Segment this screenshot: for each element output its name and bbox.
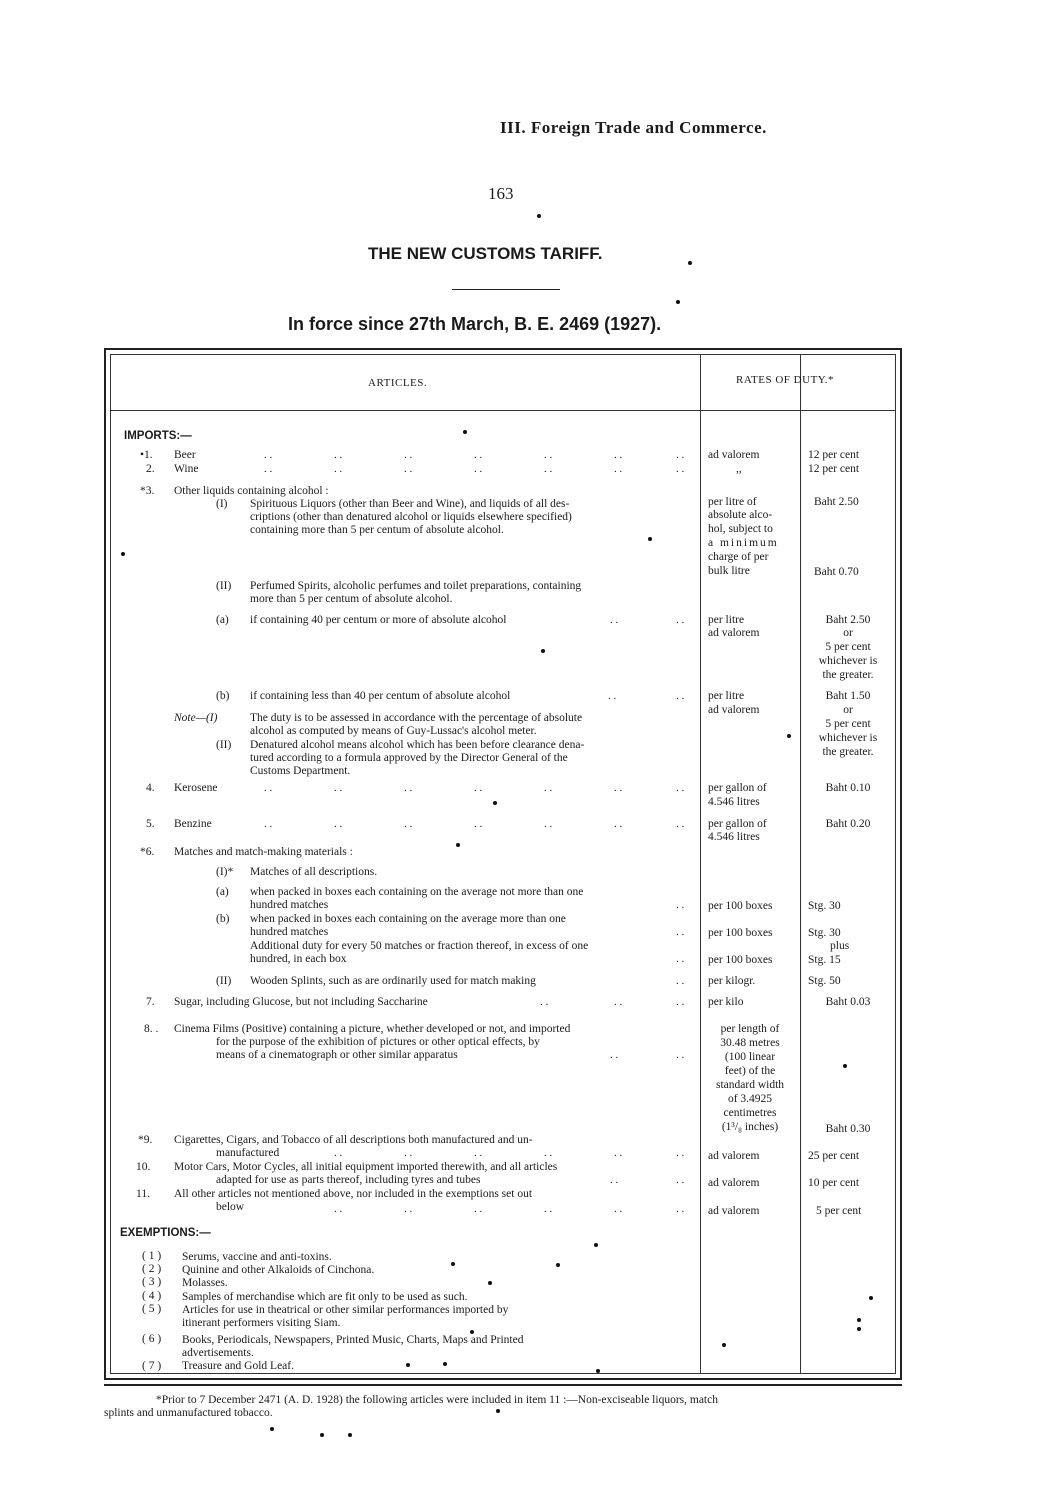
leader-dots: . . bbox=[544, 449, 553, 461]
item-label: Other liquids containing alcohol : bbox=[174, 485, 329, 497]
leader-dots: . . bbox=[404, 1203, 413, 1215]
item-label: Beer bbox=[174, 449, 196, 461]
leader-dots: . . bbox=[264, 818, 273, 830]
duty-rate: 25 per cent bbox=[808, 1150, 860, 1162]
duty-rate: the greater. bbox=[822, 669, 874, 681]
item-text: if containing 40 per centum or more of absolute alcohol bbox=[250, 614, 507, 626]
leader-dots: . . bbox=[676, 818, 685, 830]
leader-dots: . . bbox=[544, 782, 553, 794]
note-text: tured according to a formula approved by the Director General of the bbox=[250, 752, 568, 764]
leader-dots: . . bbox=[614, 1147, 623, 1159]
item-label: Matches and match-making materials : bbox=[174, 846, 353, 858]
column-divider-rates bbox=[800, 354, 801, 1374]
item-label: Benzine bbox=[174, 818, 212, 830]
leader-dots: . . bbox=[676, 1203, 685, 1215]
leader-dots: . . bbox=[614, 818, 623, 830]
header-divider bbox=[110, 410, 896, 411]
sub-item-marker: (b) bbox=[216, 690, 230, 702]
duty-rate: 12 per cent bbox=[808, 463, 860, 475]
duty-rate: or bbox=[843, 627, 853, 639]
duty-basis: ,, bbox=[736, 463, 742, 475]
ink-speck bbox=[406, 1363, 410, 1367]
item-text: All other articles not mentioned above, nor included in the exemptions set out bbox=[174, 1188, 533, 1200]
item-number: *3. bbox=[140, 485, 155, 497]
leader-dots: . . bbox=[474, 1147, 483, 1159]
leader-dots: . . bbox=[334, 463, 343, 475]
leader-dots: . . bbox=[404, 449, 413, 461]
leader-dots: . . bbox=[404, 782, 413, 794]
ink-speck bbox=[869, 1296, 873, 1300]
sub-item-marker: (I) bbox=[216, 498, 228, 510]
item-text: Additional duty for every 50 matches or fraction thereof, in excess of one bbox=[250, 940, 589, 952]
item-text: containing more than 5 per centum of absolute alcohol. bbox=[250, 524, 504, 536]
leader-dots: . . bbox=[404, 1147, 413, 1159]
leader-dots: . . bbox=[608, 690, 617, 702]
ink-speck bbox=[857, 1318, 861, 1322]
leader-dots: . . bbox=[676, 926, 685, 938]
duty-basis: per kilo bbox=[708, 996, 744, 1008]
ink-speck bbox=[843, 1064, 847, 1068]
note-text: Customs Department. bbox=[250, 765, 351, 777]
ink-speck bbox=[121, 552, 125, 556]
ink-speck bbox=[857, 1327, 861, 1331]
item-text: more than 5 per centum of absolute alcohol. bbox=[250, 593, 453, 605]
item-text: adapted for use as parts thereof, including tyres and tubes bbox=[216, 1174, 481, 1186]
sub-item-marker: (II) bbox=[216, 739, 232, 751]
item-number: *9. bbox=[138, 1134, 153, 1146]
leader-dots: . . bbox=[676, 975, 685, 987]
duty-basis: hol, subject to bbox=[708, 523, 773, 535]
leader-dots: . . bbox=[474, 1203, 483, 1215]
leader-dots: . . bbox=[676, 1049, 685, 1061]
duty-basis: per litre of bbox=[708, 496, 757, 508]
exemption-marker: ( 3 ) bbox=[142, 1276, 162, 1288]
note-text: alcohol as computed by means of Guy-Lussac's alcohol meter. bbox=[250, 725, 537, 737]
page-title: THE NEW CUSTOMS TARIFF. bbox=[368, 244, 603, 263]
duty-basis: 4.546 litres bbox=[708, 796, 760, 808]
duty-basis: feet) of the bbox=[724, 1065, 776, 1077]
sub-item-marker: (a) bbox=[216, 614, 229, 626]
duty-basis: per 100 boxes bbox=[708, 927, 773, 939]
ink-speck bbox=[556, 1263, 560, 1267]
item-text: for the purpose of the exhibition of pictures or other optical effects, by bbox=[216, 1036, 540, 1048]
imports-heading: IMPORTS:— bbox=[124, 430, 192, 442]
duty-rate: 5 per cent bbox=[825, 718, 871, 730]
exemption-text: Samples of merchandise which are fit only to be used as such. bbox=[182, 1291, 468, 1303]
exemption-marker: ( 4 ) bbox=[142, 1290, 162, 1302]
duty-rate: Baht 2.50 bbox=[814, 496, 859, 508]
leader-dots: . . bbox=[610, 614, 619, 626]
leader-dots: . . bbox=[334, 818, 343, 830]
item-text: hundred matches bbox=[250, 926, 329, 938]
item-label: Sugar, including Glucose, but not including Saccharine bbox=[174, 996, 428, 1008]
leader-dots: . . bbox=[540, 996, 549, 1008]
footnote-divider bbox=[104, 1384, 902, 1386]
note-label: Note—(I) bbox=[174, 712, 218, 724]
exemption-marker: ( 5 ) bbox=[142, 1303, 162, 1315]
column-header-rates: RATES OF DUTY.* bbox=[736, 374, 835, 386]
leader-dots: . . bbox=[544, 1203, 553, 1215]
duty-basis: per litre bbox=[708, 614, 745, 626]
column-divider-articles bbox=[700, 354, 701, 1374]
leader-dots: . . bbox=[676, 953, 685, 965]
leader-dots: . . bbox=[676, 1174, 685, 1186]
duty-basis: per litre bbox=[708, 690, 745, 702]
leader-dots: . . bbox=[334, 1147, 343, 1159]
duty-rate: Stg. 50 bbox=[808, 975, 841, 987]
duty-basis: per 100 boxes bbox=[708, 954, 773, 966]
page-subtitle: In force since 27th March, B. E. 2469 (1927). bbox=[288, 314, 662, 334]
item-text: when packed in boxes each containing on the average not more than one bbox=[250, 886, 584, 898]
leader-dots: . . bbox=[404, 463, 413, 475]
ink-speck bbox=[493, 801, 497, 805]
duty-rate: plus bbox=[830, 940, 850, 952]
item-label: Kerosene bbox=[174, 782, 218, 794]
ink-speck bbox=[496, 1409, 500, 1413]
leader-dots: . . bbox=[676, 449, 685, 461]
item-text: Cinema Films (Positive) containing a picture, whether developed or not, and imported bbox=[174, 1023, 571, 1035]
duty-rate: Stg. 30 bbox=[808, 927, 841, 939]
ink-speck bbox=[787, 734, 791, 738]
leader-dots: . . bbox=[474, 782, 483, 794]
ink-speck bbox=[537, 214, 541, 218]
sub-item-marker: (II) bbox=[216, 975, 232, 987]
ink-speck bbox=[348, 1433, 352, 1437]
ink-speck bbox=[488, 1281, 492, 1285]
leader-dots: . . bbox=[334, 449, 343, 461]
duty-rate: Stg. 15 bbox=[808, 954, 841, 966]
leader-dots: . . bbox=[264, 782, 273, 794]
ink-speck bbox=[443, 1362, 447, 1366]
duty-rate: 5 per cent bbox=[825, 641, 871, 653]
duty-rate: whichever is bbox=[818, 655, 878, 667]
leader-dots: . . bbox=[676, 690, 685, 702]
duty-basis: of 3.4925 bbox=[727, 1093, 773, 1105]
leader-dots: . . bbox=[334, 782, 343, 794]
leader-dots: . . bbox=[676, 899, 685, 911]
exemption-text: itinerant performers visiting Siam. bbox=[182, 1317, 341, 1329]
duty-basis: ad valorem bbox=[708, 627, 760, 639]
item-number: 2. bbox=[146, 463, 155, 475]
duty-rate: Stg. 30 bbox=[808, 900, 841, 912]
item-text: Motor Cars, Motor Cycles, all initial equipment imported therewith, and all articles bbox=[174, 1161, 558, 1173]
ink-speck bbox=[596, 1369, 600, 1373]
item-number: 8. . bbox=[144, 1023, 159, 1035]
leader-dots: . . bbox=[614, 1203, 623, 1215]
leader-dots: . . bbox=[676, 463, 685, 475]
duty-rate: Baht 0.03 bbox=[825, 996, 871, 1008]
item-number: 11. bbox=[136, 1188, 150, 1200]
ink-speck bbox=[688, 261, 692, 265]
leader-dots: . . bbox=[474, 449, 483, 461]
note-text: Denatured alcohol means alcohol which has been before clearance dena- bbox=[250, 739, 585, 751]
duty-basis: 30.48 metres bbox=[720, 1037, 780, 1049]
item-number: •1. bbox=[140, 449, 153, 461]
duty-rate: 10 per cent bbox=[808, 1177, 860, 1189]
item-text: criptions (other than denatured alcohol or liquids elsewhere specified) bbox=[250, 511, 572, 523]
item-text: manufactured bbox=[216, 1147, 280, 1159]
duty-basis: ad valorem bbox=[708, 1177, 760, 1189]
duty-rate: or bbox=[843, 704, 853, 716]
duty-basis: standard width bbox=[715, 1079, 785, 1091]
leader-dots: . . bbox=[544, 1147, 553, 1159]
footnote-text: *Prior to 7 December 2471 (A. D. 1928) the following articles were included in item 11 :—Non-exciseable liquors, match bbox=[156, 1394, 718, 1406]
leader-dots: . . bbox=[614, 463, 623, 475]
ink-speck bbox=[456, 843, 460, 847]
leader-dots: . . bbox=[474, 818, 483, 830]
ink-speck bbox=[676, 300, 680, 304]
duty-basis: 4.546 litres bbox=[708, 831, 760, 843]
item-text: below bbox=[216, 1201, 245, 1213]
duty-basis: per gallon of bbox=[708, 818, 767, 830]
exemption-text: Articles for use in theatrical or other similar performances imported by bbox=[182, 1304, 509, 1316]
duty-basis: ad valorem bbox=[708, 1150, 760, 1162]
leader-dots: . . bbox=[474, 463, 483, 475]
item-text: Spirituous Liquors (other than Beer and Wine), and liquids of all des- bbox=[250, 498, 570, 510]
column-header-articles: ARTICLES. bbox=[368, 377, 428, 389]
duty-rate: Baht 1.50 bbox=[825, 690, 871, 702]
duty-basis: (1³/₈ inches) bbox=[721, 1121, 779, 1133]
leader-dots: . . bbox=[676, 614, 685, 626]
exemption-text: Treasure and Gold Leaf. bbox=[182, 1360, 294, 1372]
title-divider bbox=[452, 289, 560, 290]
exemption-text: advertisements. bbox=[182, 1347, 254, 1359]
duty-rate: Baht 0.10 bbox=[825, 782, 871, 794]
exemption-marker: ( 7 ) bbox=[142, 1360, 162, 1372]
ink-speck bbox=[470, 1330, 474, 1334]
duty-basis: (100 linear bbox=[724, 1051, 776, 1063]
ink-speck bbox=[463, 430, 467, 434]
page-number: 163 bbox=[488, 184, 514, 203]
item-number: 10. bbox=[136, 1161, 151, 1173]
exemptions-heading: EXEMPTIONS:— bbox=[120, 1227, 211, 1239]
sub-item-marker: (I)* bbox=[216, 866, 234, 878]
item-label: Wine bbox=[174, 463, 199, 475]
note-text: The duty is to be assessed in accordance with the percentage of absolute bbox=[250, 712, 583, 724]
sub-item-marker: (II) bbox=[216, 580, 232, 592]
leader-dots: . . bbox=[404, 818, 413, 830]
duty-basis: ad valorem bbox=[708, 704, 760, 716]
duty-rate: the greater. bbox=[822, 746, 874, 758]
duty-basis: a minimum bbox=[708, 537, 779, 549]
sub-item-marker: (b) bbox=[216, 913, 230, 925]
ink-speck bbox=[648, 537, 652, 541]
item-text: if containing less than 40 per centum of absolute alcohol bbox=[250, 690, 511, 702]
leader-dots: . . bbox=[264, 463, 273, 475]
section-heading: III. Foreign Trade and Commerce. bbox=[500, 118, 767, 137]
exemption-text: Books, Periodicals, Newspapers, Printed Music, Charts, Maps and Printed bbox=[182, 1334, 524, 1346]
exemption-text: Serums, vaccine and anti-toxins. bbox=[182, 1251, 332, 1263]
leader-dots: . . bbox=[610, 1049, 619, 1061]
duty-basis: per 100 boxes bbox=[708, 900, 773, 912]
item-text: Cigarettes, Cigars, and Tobacco of all descriptions both manufactured and un- bbox=[174, 1134, 533, 1146]
duty-rate: Baht 0.70 bbox=[814, 566, 859, 578]
duty-basis: per length of bbox=[720, 1023, 780, 1035]
item-text: Matches of all descriptions. bbox=[250, 866, 378, 878]
leader-dots: . . bbox=[264, 449, 273, 461]
leader-dots: . . bbox=[334, 1203, 343, 1215]
ink-speck bbox=[451, 1262, 455, 1266]
leader-dots: . . bbox=[614, 996, 623, 1008]
item-text: hundred, in each box bbox=[250, 953, 347, 965]
leader-dots: . . bbox=[610, 1174, 619, 1186]
item-number: 7. bbox=[146, 996, 155, 1008]
duty-basis: per kilogr. bbox=[708, 975, 756, 987]
footnote-text: splints and unmanufactured tobacco. bbox=[104, 1407, 273, 1419]
item-number: 4. bbox=[146, 782, 155, 794]
duty-rate: 5 per cent bbox=[816, 1205, 862, 1217]
duty-rate: Baht 0.30 bbox=[825, 1123, 871, 1135]
item-text: Wooden Splints, such as are ordinarily used for match making bbox=[250, 975, 536, 987]
ink-speck bbox=[722, 1343, 726, 1347]
duty-basis: absolute alco- bbox=[708, 509, 773, 521]
item-text: means of a cinematograph or other similar apparatus bbox=[216, 1049, 458, 1061]
item-number: 5. bbox=[146, 818, 155, 830]
duty-rate: Baht 2.50 bbox=[825, 614, 871, 626]
duty-basis: charge of per bbox=[708, 551, 769, 563]
exemption-marker: ( 2 ) bbox=[142, 1263, 162, 1275]
ink-speck bbox=[270, 1427, 274, 1431]
item-text: when packed in boxes each containing on the average more than one bbox=[250, 913, 566, 925]
item-text: hundred matches bbox=[250, 899, 329, 911]
duty-basis: bulk litre bbox=[708, 565, 750, 577]
sub-item-marker: (a) bbox=[216, 886, 229, 898]
exemption-text: Molasses. bbox=[182, 1277, 228, 1289]
exemption-marker: ( 6 ) bbox=[142, 1333, 162, 1345]
duty-basis: ad valorem bbox=[708, 449, 760, 461]
ink-speck bbox=[594, 1243, 598, 1247]
leader-dots: . . bbox=[544, 818, 553, 830]
duty-rate: Baht 0.20 bbox=[825, 818, 871, 830]
ink-speck bbox=[541, 649, 545, 653]
item-text: Perfumed Spirits, alcoholic perfumes and toilet preparations, containing bbox=[250, 580, 582, 592]
duty-rate: whichever is bbox=[818, 732, 878, 744]
item-number: *6. bbox=[140, 846, 155, 858]
leader-dots: . . bbox=[676, 782, 685, 794]
leader-dots: . . bbox=[676, 996, 685, 1008]
ink-speck bbox=[320, 1433, 324, 1437]
leader-dots: . . bbox=[614, 449, 623, 461]
duty-basis: per gallon of bbox=[708, 782, 767, 794]
leader-dots: . . bbox=[544, 463, 553, 475]
leader-dots: . . bbox=[676, 1147, 685, 1159]
duty-basis: centimetres bbox=[723, 1107, 777, 1119]
duty-rate: 12 per cent bbox=[808, 449, 860, 461]
exemption-text: Quinine and other Alkaloids of Cinchona. bbox=[182, 1264, 375, 1276]
leader-dots: . . bbox=[614, 782, 623, 794]
duty-basis: ad valorem bbox=[708, 1205, 760, 1217]
exemption-marker: ( 1 ) bbox=[142, 1250, 162, 1262]
